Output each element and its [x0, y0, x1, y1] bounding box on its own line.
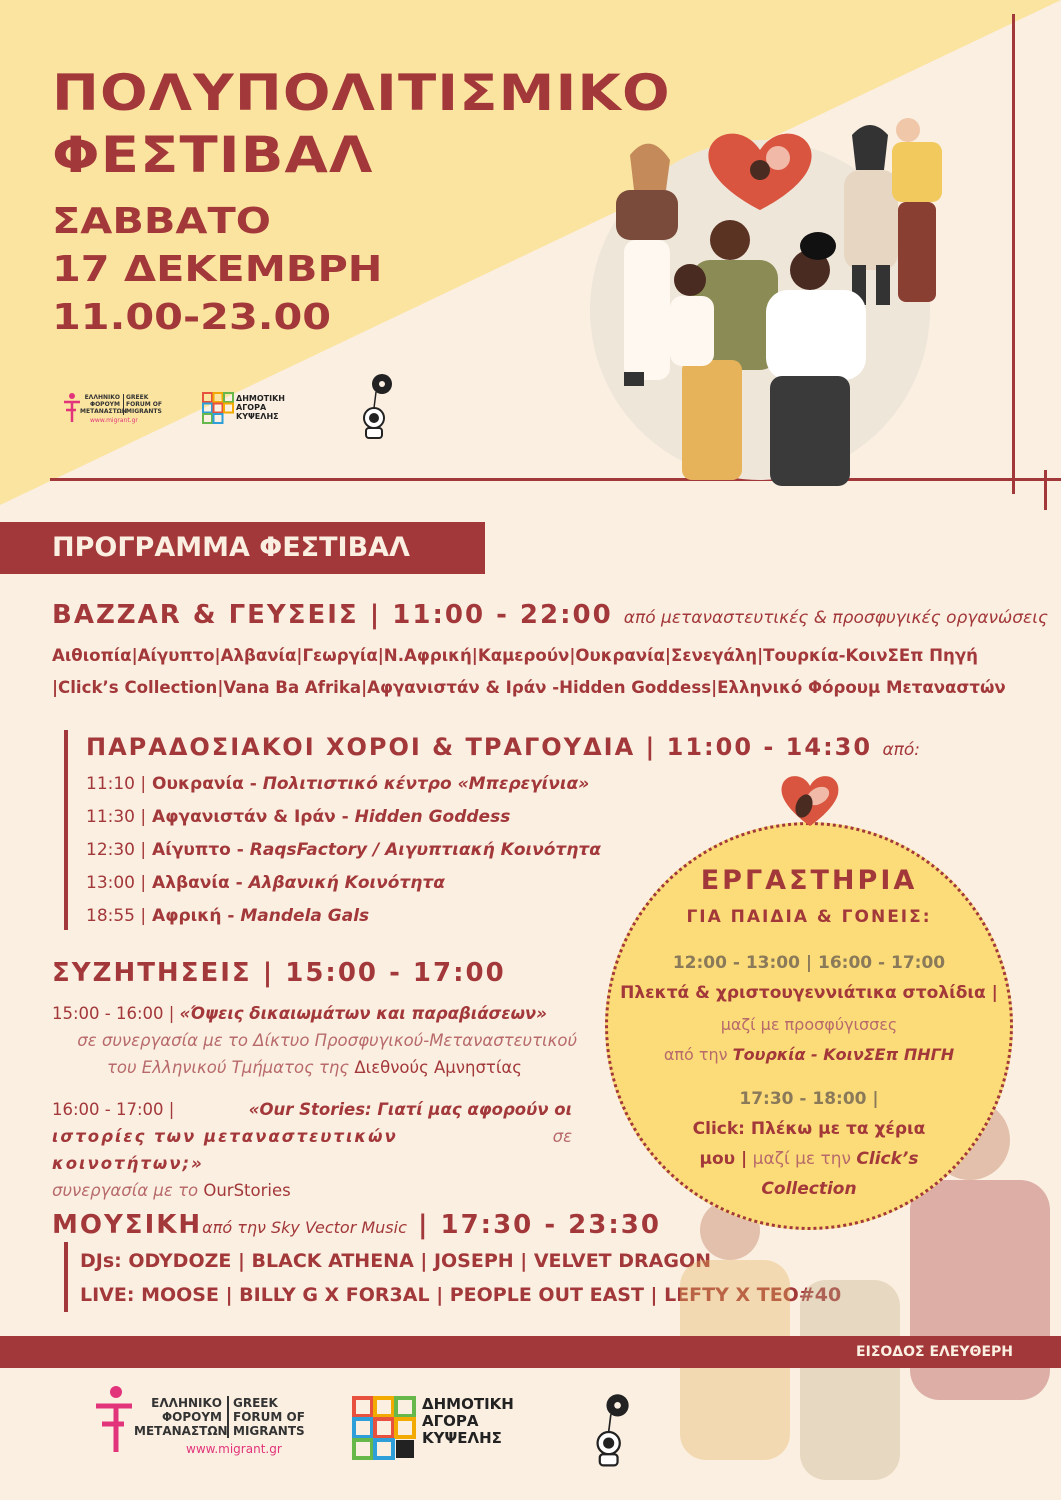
talk-1-title: «Όψεις δικαιωμάτων και παραβιάσεων» — [179, 1004, 547, 1023]
bazzar-countries-row-2: |Click’s Collection|Vana Ba Afrika|Αφγανιστάν & Ιράν -Hidden Goddess|Ελληνικό Φόρουμ Μεταναστών — [52, 678, 1006, 697]
market-name-2: ΑΓΟΡΑ — [236, 403, 267, 412]
dance-group: Hidden Goddess — [354, 807, 511, 827]
forum-footer-gr-1: ΕΛΛΗΝΙΚΟ — [151, 1396, 222, 1410]
festival-title — [52, 62, 671, 186]
workshop-1-line-2: μαζί με προσφύγισσες — [720, 1015, 898, 1034]
date-day-month: 17 ΔΕΚΕΜΒΡΗ — [52, 249, 383, 290]
heart-hands-icon — [774, 766, 846, 838]
dances-title: ΠΑΡΑΔΟΣΙΑΚΟΙ ΧΟΡΟΙ & ΤΡΑΓΟΥΔΙΑ | 11:00 - 14:30 — [86, 733, 873, 761]
dance-country: Αίγυπτο - — [152, 840, 244, 860]
talk-1-line-3b: Διεθνούς Αμνηστίας — [354, 1058, 522, 1077]
dance-time: 18:55 | — [86, 906, 147, 926]
workshop-2-title-b: μου | — [699, 1149, 748, 1169]
dance-item — [86, 906, 369, 926]
talk-2-title-a: «Our Stories: Γιατί μας αφορούν οι — [248, 1100, 572, 1119]
astronaut-record-logo-small — [356, 372, 398, 444]
workshop-2-title-a: Click: Πλέκω με τα χέρια — [692, 1119, 926, 1139]
market-footer-name-3: ΚΥΨΕΛΗΣ — [422, 1429, 502, 1447]
workshop-2-line-3: Collection — [761, 1179, 857, 1199]
market-footer-name-2: ΑΓΟΡΑ — [422, 1412, 479, 1430]
talk-2 — [52, 1096, 572, 1204]
dance-group: Πολιτιστικό κέντρο «Μπερεγίνια» — [262, 774, 590, 794]
dance-group: Mandela Gals — [240, 906, 370, 926]
forum-url: www.migrant.gr — [90, 417, 138, 424]
workshop-2-time: 17:30 - 18:00 | — [739, 1089, 879, 1109]
forum-figure-icon-large — [92, 1384, 136, 1454]
workshop-2-line-2 — [608, 1149, 1010, 1169]
forum-footer-gr-2: ΦΟΡΟΥΜ — [161, 1410, 222, 1424]
title-line-2: ΦΕΣΤΙΒΑΛ — [52, 126, 374, 184]
workshop-1-line-3b: Τουρκία - ΚοινΣΕπ ΠΗΓΗ — [732, 1045, 955, 1064]
talk-2-line-3a: συνεργασία με το — [52, 1181, 199, 1200]
music-subtitle: από την Sky Vector Music — [202, 1218, 407, 1237]
forum-en-3: MIGRANTS — [126, 408, 162, 415]
dance-item — [86, 873, 445, 893]
frame-line-top-right — [1012, 14, 1015, 494]
free-entry-bar: ΕΙΣΟΔΟΣ ΕΛΕΥΘΕΡΗ — [0, 1336, 1061, 1368]
music-djs — [80, 1250, 711, 1272]
forum-en-2: FORUM OF — [126, 401, 162, 408]
forum-footer-en-1: GREEK — [233, 1396, 278, 1410]
market-logo-small — [202, 392, 292, 428]
dance-time: 11:10 | — [86, 774, 147, 794]
workshops-title: ΕΡΓΑΣΤΗΡΙΑ — [700, 865, 918, 896]
dance-item — [86, 840, 601, 860]
dance-group: Αλβανική Κοινότητα — [248, 873, 445, 893]
astronaut-record-logo-footer — [588, 1392, 636, 1472]
market-footer-name-1: ΔΗΜΟΤΙΚΗ — [422, 1395, 514, 1413]
music-hours: | 17:30 - 23:30 — [417, 1210, 661, 1240]
talk-1-line-3a: του Ελληνικού Τμήματος της — [106, 1058, 350, 1077]
talk-2-line-2a: σε — [552, 1127, 572, 1146]
forum-gr-2: ΦΟΡΟΥΜ — [89, 401, 120, 408]
live-list: MOOSE | BILLY G X FOR3AL | PEOPLE OUT EAST | LEFTY X TEO#40 — [141, 1284, 842, 1306]
date-hours: 11.00-23.00 — [52, 297, 332, 338]
market-logo-footer — [352, 1396, 532, 1466]
dance-time: 13:00 | — [86, 873, 147, 893]
talks-heading: ΣΥΖΗΤΗΣΕΙΣ | 15:00 - 17:00 — [52, 958, 506, 988]
djs-label: DJs: — [80, 1250, 122, 1272]
workshop-1-time: 12:00 - 13:00 | 16:00 - 17:00 — [672, 953, 946, 973]
title-line-1: ΠΟΛΥΠΟΛΙΤΙΣΜΙΚΟ — [52, 64, 671, 122]
workshops-subtitle: ΓΙΑ ΠΑΙΔΙΑ & ΓΟΝΕΙΣ: — [686, 907, 932, 927]
music-side-bar — [64, 1242, 68, 1312]
forum-footer-en-2: FORUM OF — [233, 1410, 305, 1424]
program-banner: ΠΡΟΓΡΑΜΜΑ ΦΕΣΤΙΒΑΛ — [0, 522, 485, 574]
festival-date — [52, 198, 382, 342]
live-label: LIVE: — [80, 1284, 135, 1306]
forum-logo-small — [62, 390, 162, 430]
forum-footer-gr-3: ΜΕΤΑΝΑΣΤΩΝ — [134, 1424, 228, 1438]
dance-country: Αφγανιστάν & Ιράν - — [152, 807, 349, 827]
forum-logo-footer — [92, 1382, 322, 1462]
dance-country: Αφρική - — [152, 906, 235, 926]
workshop-1-title: Πλεκτά & χριστουγεννιάτικα στολίδια | — [620, 983, 998, 1003]
forum-figure-icon — [62, 392, 82, 424]
forum-footer-en-3: MIGRANTS — [233, 1424, 305, 1438]
market-name-3: ΚΥΨΕΛΗΣ — [236, 412, 279, 421]
people-illustration — [580, 110, 980, 490]
bazzar-countries-row-1: Αιθιοπία|Αίγυπτο|Αλβανία|Γεωργία|Ν.Αφρική|Καμερούν|Ουκρανία|Σενεγάλη|Τουρκία-ΚοινΣΕπ Πηγή — [52, 646, 978, 665]
frame-line-bottom-right — [1044, 470, 1047, 510]
workshop-1-line-3 — [608, 1045, 1010, 1064]
bazzar-title: BAZZAR & ΓΕΥΣΕΙΣ | 11:00 - 22:00 — [52, 600, 613, 630]
market-name-1: ΔΗΜΟΤΙΚΗ — [236, 394, 285, 403]
music-heading — [52, 1210, 661, 1240]
dances-heading — [86, 733, 920, 761]
market-grid-icon — [202, 392, 234, 424]
talk-1 — [52, 1000, 577, 1081]
bazzar-heading — [52, 600, 1048, 630]
dance-time: 11:30 | — [86, 807, 147, 827]
workshop-1-line-3a: από την — [663, 1045, 728, 1064]
forum-en-1: GREEK — [126, 394, 149, 401]
dance-item — [86, 807, 510, 827]
dance-time: 12:30 | — [86, 840, 147, 860]
talk-2-time: 16:00 - 17:00 | — [52, 1100, 175, 1119]
forum-footer-url: www.migrant.gr — [186, 1442, 282, 1456]
talk-2-line-3b: OurStories — [203, 1181, 291, 1200]
dance-item — [86, 774, 589, 794]
dance-group: RaqsFactory / Αιγυπτιακή Κοινότητα — [249, 840, 601, 860]
dance-country: Αλβανία - — [152, 873, 243, 893]
date-day: ΣΑΒΒΑΤΟ — [52, 201, 271, 242]
talk-1-line-2: σε συνεργασία με το Δίκτυο Προσφυγικού-Μεταναστευτικού — [77, 1031, 577, 1050]
workshop-2-line-2b: Click’s — [856, 1149, 919, 1169]
forum-gr-3: ΜΕΤΑΝΑΣΤΩΝ — [80, 408, 127, 415]
forum-gr-1: ΕΛΛΗΝΙΚΟ — [84, 394, 120, 401]
dances-subtitle: από: — [882, 740, 921, 760]
market-grid-icon-large — [352, 1396, 416, 1460]
dance-country: Ουκρανία - — [152, 774, 257, 794]
workshops-circle — [605, 822, 1013, 1230]
talk-2-title-b: ιστορίες των μεταναστευτικών κοινοτήτων;» — [52, 1127, 398, 1173]
djs-list: ODYDOZE | BLACK ATHENA | JOSEPH | VELVET DRAGON — [128, 1250, 712, 1272]
talk-1-time: 15:00 - 16:00 | — [52, 1004, 175, 1023]
dances-side-bar — [64, 730, 68, 930]
workshop-2-line-2a: μαζί με την — [752, 1149, 852, 1169]
bazzar-subtitle: από μεταναστευτικές & προσφυγικές οργανώσεις — [623, 608, 1048, 628]
music-title: ΜΟΥΣΙΚΗ — [52, 1210, 203, 1240]
